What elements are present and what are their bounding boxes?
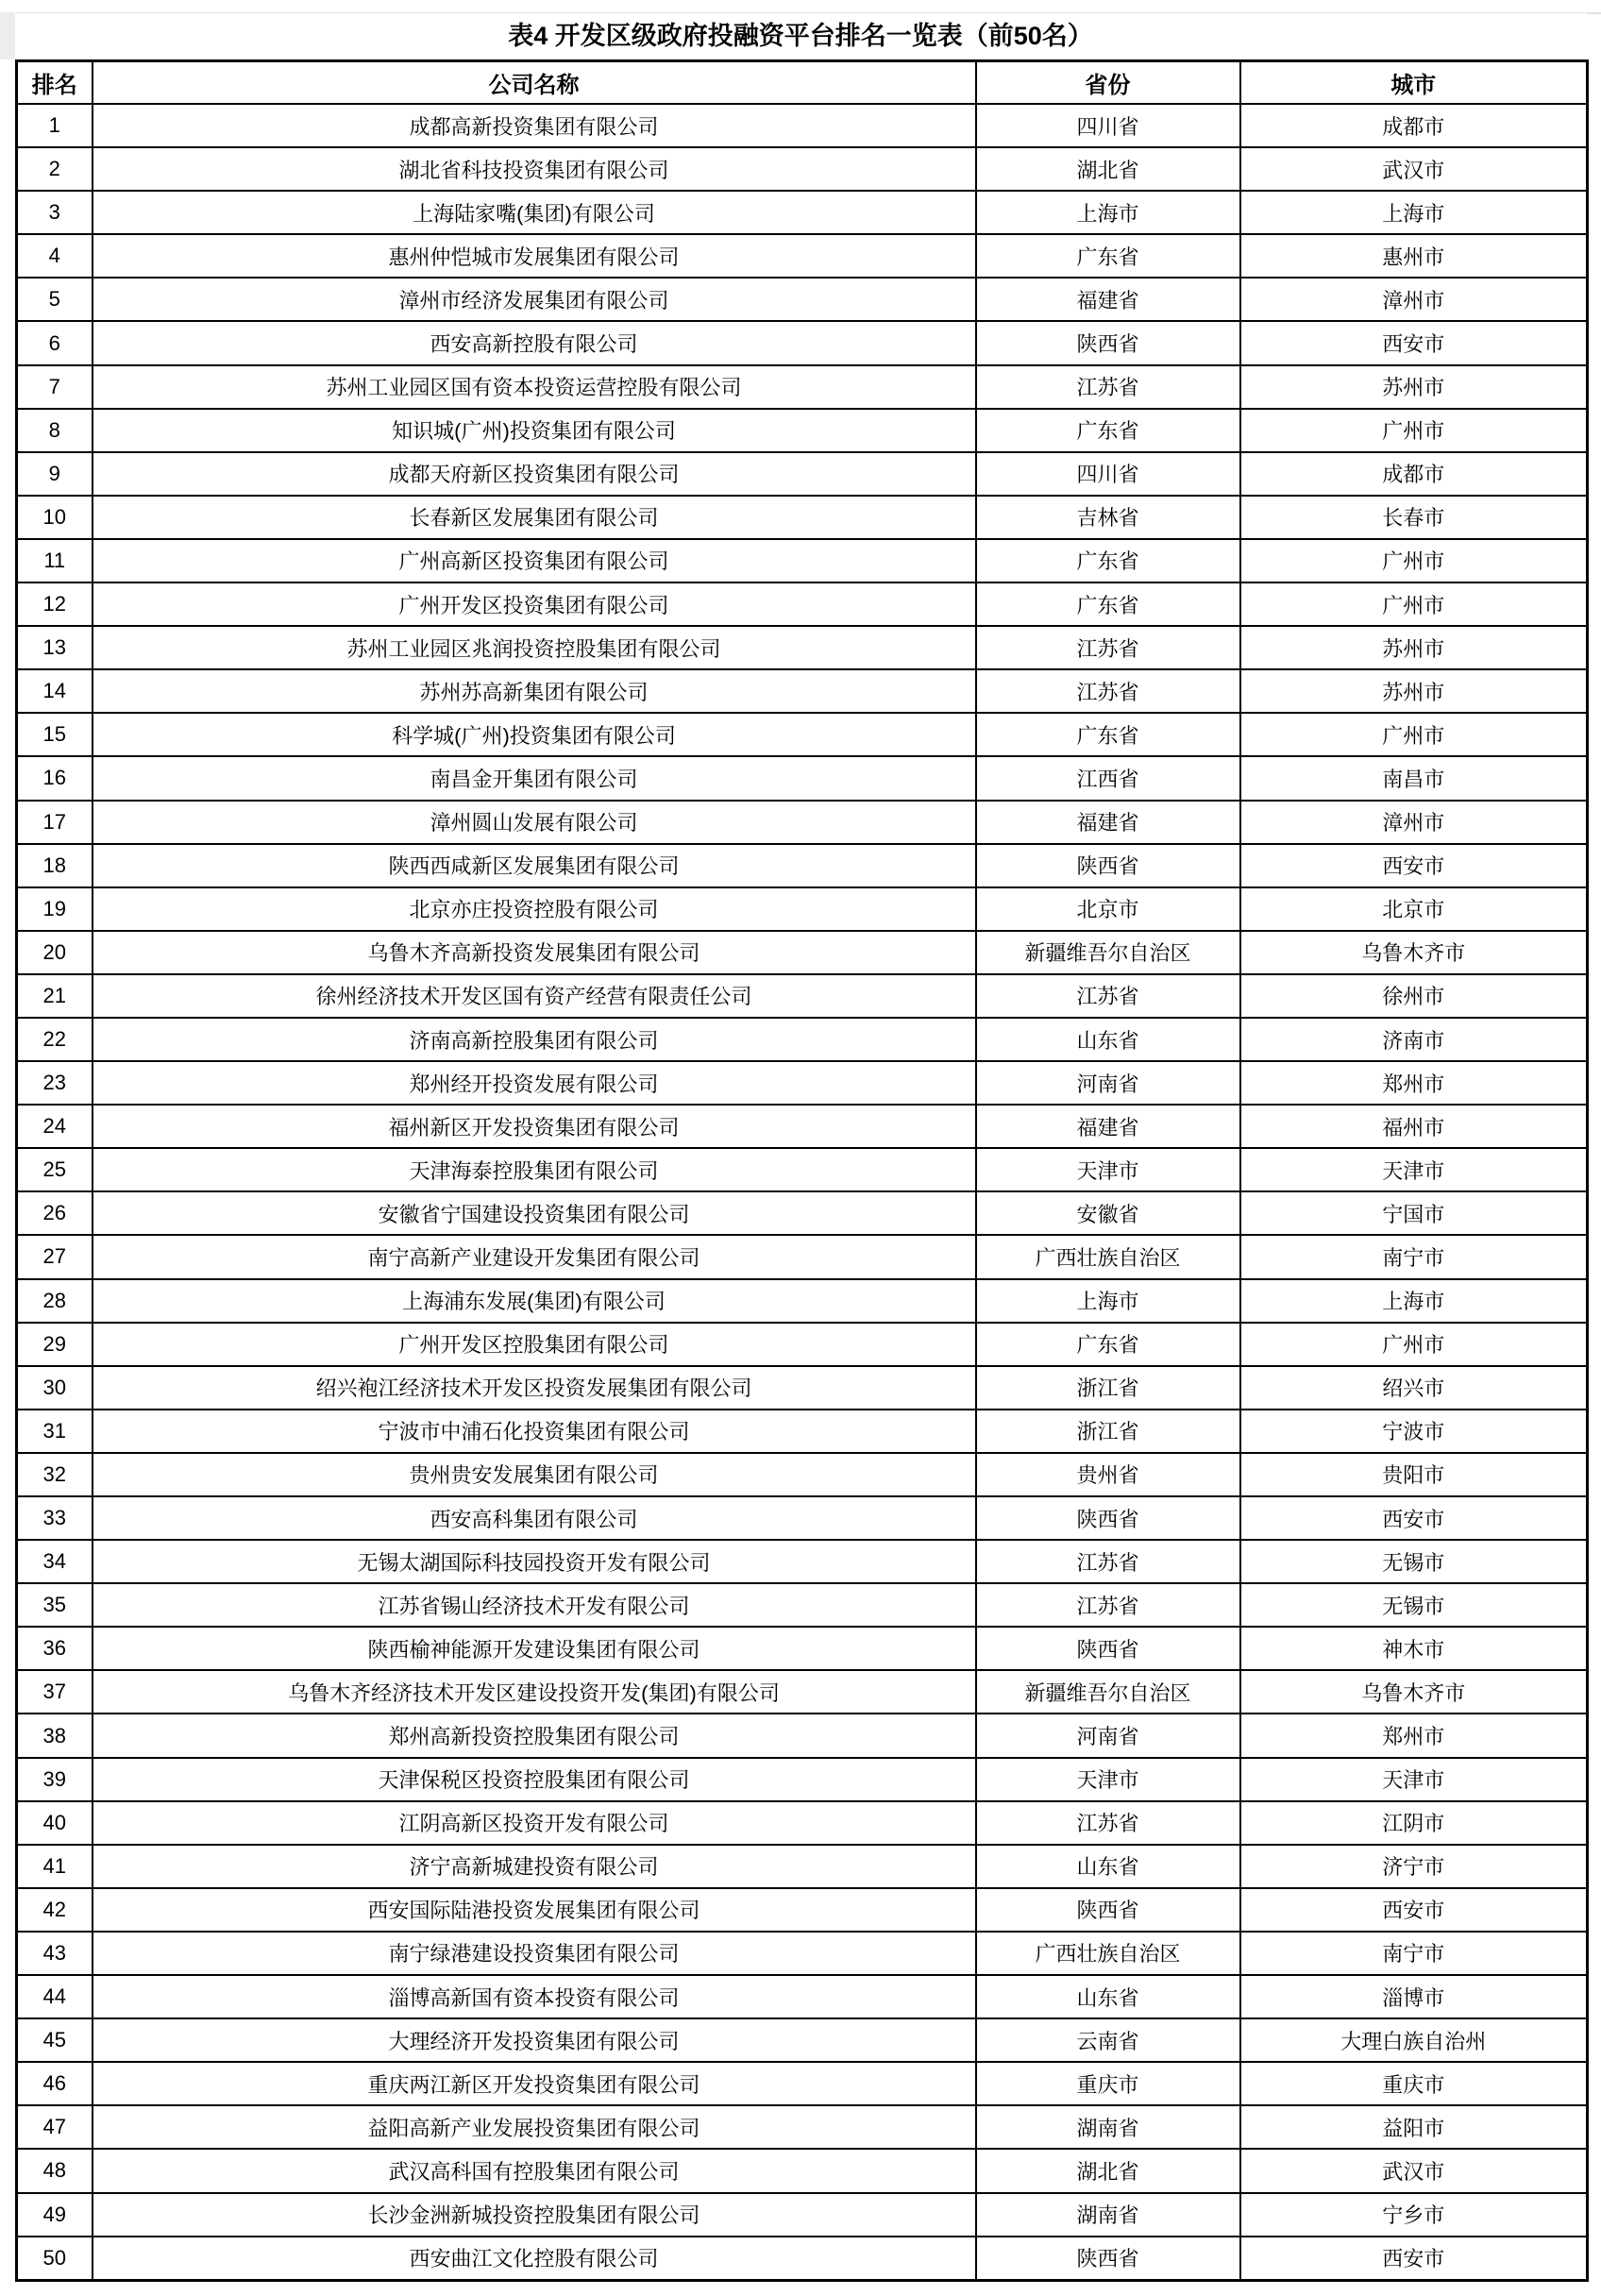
company-cell: 益阳高新产业发展投资集团有限公司 [93, 2105, 976, 2149]
table-row [17, 1540, 1588, 1583]
city-cell: 乌鲁木齐市 [1240, 1670, 1588, 1714]
table-container [15, 13, 1586, 2282]
city-cell: 天津市 [1240, 1148, 1588, 1191]
rank-cell: 31 [17, 1410, 93, 1453]
company-cell: 江阴高新区投资开发有限公司 [93, 1801, 976, 1845]
company-cell: 苏州工业园区国有资本投资运营控股有限公司 [93, 365, 976, 409]
province-cell: 上海市 [976, 1279, 1240, 1323]
company-cell: 成都高新投资集团有限公司 [93, 104, 976, 147]
province-cell: 江苏省 [976, 365, 1240, 409]
company-cell: 安徽省宁国建设投资集团有限公司 [93, 1191, 976, 1235]
rank-cell: 23 [17, 1061, 93, 1105]
company-cell: 陕西榆神能源开发建设集团有限公司 [93, 1627, 976, 1670]
province-cell: 广东省 [976, 713, 1240, 756]
rank-cell: 25 [17, 1148, 93, 1191]
province-cell: 山东省 [976, 1845, 1240, 1888]
rank-cell: 18 [17, 844, 93, 887]
province-cell: 重庆市 [976, 2062, 1240, 2105]
table-row [17, 1496, 1588, 1540]
province-cell: 新疆维吾尔自治区 [976, 931, 1240, 974]
company-cell: 上海浦东发展(集团)有限公司 [93, 1279, 976, 1323]
city-cell: 天津市 [1240, 1758, 1588, 1801]
province-cell: 天津市 [976, 1758, 1240, 1801]
table-row [17, 1845, 1588, 1888]
province-cell: 江苏省 [976, 1801, 1240, 1845]
rank-cell: 30 [17, 1366, 93, 1410]
table-row [17, 234, 1588, 278]
rank-cell: 44 [17, 1975, 93, 2018]
rank-cell: 36 [17, 1627, 93, 1670]
city-cell: 济宁市 [1240, 1845, 1588, 1888]
city-cell: 广州市 [1240, 539, 1588, 582]
rank-cell: 13 [17, 626, 93, 669]
city-cell: 北京市 [1240, 887, 1588, 931]
company-cell: 北京亦庄投资控股有限公司 [93, 887, 976, 931]
rank-cell: 14 [17, 669, 93, 713]
rank-cell: 16 [17, 756, 93, 800]
city-cell: 广州市 [1240, 1323, 1588, 1366]
city-cell: 西安市 [1240, 2237, 1588, 2281]
rank-cell: 45 [17, 2018, 93, 2062]
province-cell: 山东省 [976, 1975, 1240, 2018]
table-row [17, 2193, 1588, 2237]
rank-cell: 37 [17, 1670, 93, 1714]
table-row [17, 1583, 1588, 1627]
province-cell: 新疆维吾尔自治区 [976, 1670, 1240, 1714]
company-cell: 科学城(广州)投资集团有限公司 [93, 713, 976, 756]
rank-cell: 41 [17, 1845, 93, 1888]
column-header-province: 省份 [976, 61, 1240, 105]
province-cell: 陕西省 [976, 1888, 1240, 1932]
city-cell: 西安市 [1240, 321, 1588, 364]
company-cell: 西安高科集团有限公司 [93, 1496, 976, 1540]
province-cell: 湖北省 [976, 147, 1240, 191]
company-cell: 长沙金洲新城投资控股集团有限公司 [93, 2193, 976, 2237]
table-row [17, 2149, 1588, 2192]
rank-cell: 6 [17, 321, 93, 364]
company-cell: 长春新区发展集团有限公司 [93, 496, 976, 539]
company-cell: 济宁高新城建投资有限公司 [93, 1845, 976, 1888]
rank-cell: 42 [17, 1888, 93, 1932]
company-cell: 苏州工业园区兆润投资控股集团有限公司 [93, 626, 976, 669]
city-cell: 南宁市 [1240, 1235, 1588, 1278]
province-cell: 湖北省 [976, 2149, 1240, 2192]
city-cell: 成都市 [1240, 452, 1588, 496]
table-title: 表4 开发区级政府投融资平台排名一览表（前50名） [15, 13, 1586, 59]
company-cell: 徐州经济技术开发区国有资产经营有限责任公司 [93, 974, 976, 1018]
rank-cell: 40 [17, 1801, 93, 1845]
province-cell: 四川省 [976, 452, 1240, 496]
column-header-company: 公司名称 [93, 61, 976, 105]
table-row [17, 1366, 1588, 1410]
company-cell: 广州开发区控股集团有限公司 [93, 1323, 976, 1366]
city-cell: 西安市 [1240, 1888, 1588, 1932]
company-cell: 成都天府新区投资集团有限公司 [93, 452, 976, 496]
province-cell: 河南省 [976, 1061, 1240, 1105]
company-cell: 天津保税区投资控股集团有限公司 [93, 1758, 976, 1801]
company-cell: 绍兴袍江经济技术开发区投资发展集团有限公司 [93, 1366, 976, 1410]
table-row [17, 409, 1588, 452]
header-row [17, 61, 1588, 105]
table-row [17, 1323, 1588, 1366]
rank-cell: 10 [17, 496, 93, 539]
province-cell: 天津市 [976, 1148, 1240, 1191]
rank-cell: 35 [17, 1583, 93, 1627]
table-row [17, 2018, 1588, 2062]
rank-cell: 48 [17, 2149, 93, 2192]
city-cell: 长春市 [1240, 496, 1588, 539]
company-cell: 济南高新控股集团有限公司 [93, 1018, 976, 1061]
table-row [17, 844, 1588, 887]
province-cell: 北京市 [976, 887, 1240, 931]
city-cell: 惠州市 [1240, 234, 1588, 278]
table-row [17, 2237, 1588, 2281]
rank-cell: 46 [17, 2062, 93, 2105]
province-cell: 云南省 [976, 2018, 1240, 2062]
province-cell: 江苏省 [976, 1583, 1240, 1627]
company-cell: 乌鲁木齐经济技术开发区建设投资开发(集团)有限公司 [93, 1670, 976, 1714]
company-cell: 淄博高新国有资本投资有限公司 [93, 1975, 976, 2018]
table-row [17, 1191, 1588, 1235]
rank-cell: 22 [17, 1018, 93, 1061]
province-cell: 江西省 [976, 756, 1240, 800]
page-margin-strip [0, 12, 15, 59]
city-cell: 西安市 [1240, 844, 1588, 887]
table-row [17, 1714, 1588, 1757]
city-cell: 郑州市 [1240, 1061, 1588, 1105]
table-row [17, 1279, 1588, 1323]
table-row [17, 1018, 1588, 1061]
table-row [17, 2062, 1588, 2105]
city-cell: 宁波市 [1240, 1410, 1588, 1453]
rank-cell: 17 [17, 801, 93, 844]
company-cell: 湖北省科技投资集团有限公司 [93, 147, 976, 191]
table-row [17, 1410, 1588, 1453]
province-cell: 陕西省 [976, 844, 1240, 887]
city-cell: 江阴市 [1240, 1801, 1588, 1845]
table-row [17, 147, 1588, 191]
company-cell: 西安高新控股有限公司 [93, 321, 976, 364]
table-row [17, 1148, 1588, 1191]
company-cell: 乌鲁木齐高新投资发展集团有限公司 [93, 931, 976, 974]
table-row [17, 626, 1588, 669]
table-row [17, 669, 1588, 713]
table-row [17, 1975, 1588, 2018]
table-row [17, 1932, 1588, 1975]
city-cell: 西安市 [1240, 1496, 1588, 1540]
company-cell: 陕西西咸新区发展集团有限公司 [93, 844, 976, 887]
city-cell: 大理白族自治州 [1240, 2018, 1588, 2062]
table-row [17, 1453, 1588, 1496]
column-header-rank: 排名 [17, 61, 93, 105]
city-cell: 郑州市 [1240, 1714, 1588, 1757]
company-cell: 天津海泰控股集团有限公司 [93, 1148, 976, 1191]
city-cell: 乌鲁木齐市 [1240, 931, 1588, 974]
company-cell: 知识城(广州)投资集团有限公司 [93, 409, 976, 452]
rank-cell: 29 [17, 1323, 93, 1366]
city-cell: 南宁市 [1240, 1932, 1588, 1975]
province-cell: 吉林省 [976, 496, 1240, 539]
rank-cell: 50 [17, 2237, 93, 2281]
province-cell: 广东省 [976, 409, 1240, 452]
company-cell: 郑州高新投资控股集团有限公司 [93, 1714, 976, 1757]
table-row [17, 974, 1588, 1018]
table-row [17, 104, 1588, 147]
company-cell: 广州开发区投资集团有限公司 [93, 582, 976, 626]
city-cell: 重庆市 [1240, 2062, 1588, 2105]
province-cell: 湖南省 [976, 2193, 1240, 2237]
province-cell: 陕西省 [976, 2237, 1240, 2281]
table-row [17, 191, 1588, 234]
rank-cell: 34 [17, 1540, 93, 1583]
city-cell: 淄博市 [1240, 1975, 1588, 2018]
rank-cell: 2 [17, 147, 93, 191]
table-header [17, 61, 1588, 105]
rank-cell: 4 [17, 234, 93, 278]
province-cell: 广东省 [976, 539, 1240, 582]
province-cell: 安徽省 [976, 1191, 1240, 1235]
rank-cell: 9 [17, 452, 93, 496]
province-cell: 陕西省 [976, 1627, 1240, 1670]
table-row [17, 582, 1588, 626]
province-cell: 山东省 [976, 1018, 1240, 1061]
company-cell: 西安曲江文化控股有限公司 [93, 2237, 976, 2281]
company-cell: 重庆两江新区开发投资集团有限公司 [93, 2062, 976, 2105]
province-cell: 江苏省 [976, 974, 1240, 1018]
rank-cell: 19 [17, 887, 93, 931]
company-cell: 漳州圆山发展有限公司 [93, 801, 976, 844]
rank-cell: 43 [17, 1932, 93, 1975]
province-cell: 江苏省 [976, 626, 1240, 669]
ranking-table [15, 59, 1589, 2282]
city-cell: 无锡市 [1240, 1583, 1588, 1627]
table-body [17, 104, 1588, 2280]
city-cell: 益阳市 [1240, 2105, 1588, 2149]
city-cell: 武汉市 [1240, 2149, 1588, 2192]
table-row [17, 887, 1588, 931]
rank-cell: 28 [17, 1279, 93, 1323]
city-cell: 上海市 [1240, 1279, 1588, 1323]
company-cell: 上海陆家嘴(集团)有限公司 [93, 191, 976, 234]
city-cell: 广州市 [1240, 582, 1588, 626]
province-cell: 福建省 [976, 278, 1240, 321]
city-cell: 徐州市 [1240, 974, 1588, 1018]
rank-cell: 27 [17, 1235, 93, 1278]
province-cell: 浙江省 [976, 1410, 1240, 1453]
province-cell: 陕西省 [976, 1496, 1240, 1540]
city-cell: 广州市 [1240, 713, 1588, 756]
table-row [17, 321, 1588, 364]
rank-cell: 7 [17, 365, 93, 409]
province-cell: 广东省 [976, 1323, 1240, 1366]
table-row [17, 756, 1588, 800]
company-cell: 南昌金开集团有限公司 [93, 756, 976, 800]
table-row [17, 365, 1588, 409]
rank-cell: 33 [17, 1496, 93, 1540]
province-cell: 江苏省 [976, 1540, 1240, 1583]
company-cell: 贵州贵安发展集团有限公司 [93, 1453, 976, 1496]
city-cell: 宁乡市 [1240, 2193, 1588, 2237]
province-cell: 广东省 [976, 234, 1240, 278]
table-row [17, 1627, 1588, 1670]
city-cell: 福州市 [1240, 1105, 1588, 1148]
table-row [17, 496, 1588, 539]
province-cell: 广西壮族自治区 [976, 1932, 1240, 1975]
table-row [17, 713, 1588, 756]
company-cell: 福州新区开发投资集团有限公司 [93, 1105, 976, 1148]
rank-cell: 11 [17, 539, 93, 582]
company-cell: 南宁绿港建设投资集团有限公司 [93, 1932, 976, 1975]
city-cell: 苏州市 [1240, 669, 1588, 713]
rank-cell: 1 [17, 104, 93, 147]
rank-cell: 38 [17, 1714, 93, 1757]
province-cell: 贵州省 [976, 1453, 1240, 1496]
table-row [17, 1801, 1588, 1845]
company-cell: 苏州苏高新集团有限公司 [93, 669, 976, 713]
province-cell: 河南省 [976, 1714, 1240, 1757]
company-cell: 西安国际陆港投资发展集团有限公司 [93, 1888, 976, 1932]
rank-cell: 26 [17, 1191, 93, 1235]
province-cell: 四川省 [976, 104, 1240, 147]
table-row [17, 931, 1588, 974]
city-cell: 南昌市 [1240, 756, 1588, 800]
rank-cell: 24 [17, 1105, 93, 1148]
company-cell: 大理经济开发投资集团有限公司 [93, 2018, 976, 2062]
province-cell: 陕西省 [976, 321, 1240, 364]
company-cell: 广州高新区投资集团有限公司 [93, 539, 976, 582]
table-row [17, 1061, 1588, 1105]
rank-cell: 3 [17, 191, 93, 234]
city-cell: 无锡市 [1240, 1540, 1588, 1583]
city-cell: 苏州市 [1240, 365, 1588, 409]
city-cell: 济南市 [1240, 1018, 1588, 1061]
province-cell: 福建省 [976, 801, 1240, 844]
province-cell: 江苏省 [976, 669, 1240, 713]
city-cell: 苏州市 [1240, 626, 1588, 669]
city-cell: 漳州市 [1240, 801, 1588, 844]
province-cell: 福建省 [976, 1105, 1240, 1148]
city-cell: 漳州市 [1240, 278, 1588, 321]
city-cell: 武汉市 [1240, 147, 1588, 191]
column-header-city: 城市 [1240, 61, 1588, 105]
city-cell: 绍兴市 [1240, 1366, 1588, 1410]
rank-cell: 21 [17, 974, 93, 1018]
table-row [17, 278, 1588, 321]
table-row [17, 2105, 1588, 2149]
rank-cell: 20 [17, 931, 93, 974]
company-cell: 惠州仲恺城市发展集团有限公司 [93, 234, 976, 278]
province-cell: 广东省 [976, 582, 1240, 626]
table-row [17, 801, 1588, 844]
rank-cell: 39 [17, 1758, 93, 1801]
rank-cell: 49 [17, 2193, 93, 2237]
table-row [17, 1670, 1588, 1714]
company-cell: 武汉高科国有控股集团有限公司 [93, 2149, 976, 2192]
rank-cell: 32 [17, 1453, 93, 1496]
table-row [17, 1235, 1588, 1278]
company-cell: 南宁高新产业建设开发集团有限公司 [93, 1235, 976, 1278]
city-cell: 贵阳市 [1240, 1453, 1588, 1496]
province-cell: 浙江省 [976, 1366, 1240, 1410]
company-cell: 郑州经开投资发展有限公司 [93, 1061, 976, 1105]
rank-cell: 15 [17, 713, 93, 756]
city-cell: 宁国市 [1240, 1191, 1588, 1235]
table-row [17, 1758, 1588, 1801]
city-cell: 上海市 [1240, 191, 1588, 234]
company-cell: 无锡太湖国际科技园投资开发有限公司 [93, 1540, 976, 1583]
province-cell: 广西壮族自治区 [976, 1235, 1240, 1278]
table-row [17, 1105, 1588, 1148]
province-cell: 上海市 [976, 191, 1240, 234]
table-row [17, 539, 1588, 582]
rank-cell: 12 [17, 582, 93, 626]
table-row [17, 452, 1588, 496]
company-cell: 宁波市中浦石化投资集团有限公司 [93, 1410, 976, 1453]
city-cell: 成都市 [1240, 104, 1588, 147]
rank-cell: 8 [17, 409, 93, 452]
company-cell: 江苏省锡山经济技术开发有限公司 [93, 1583, 976, 1627]
city-cell: 广州市 [1240, 409, 1588, 452]
province-cell: 湖南省 [976, 2105, 1240, 2149]
rank-cell: 5 [17, 278, 93, 321]
table-row [17, 1888, 1588, 1932]
city-cell: 神木市 [1240, 1627, 1588, 1670]
rank-cell: 47 [17, 2105, 93, 2149]
company-cell: 漳州市经济发展集团有限公司 [93, 278, 976, 321]
